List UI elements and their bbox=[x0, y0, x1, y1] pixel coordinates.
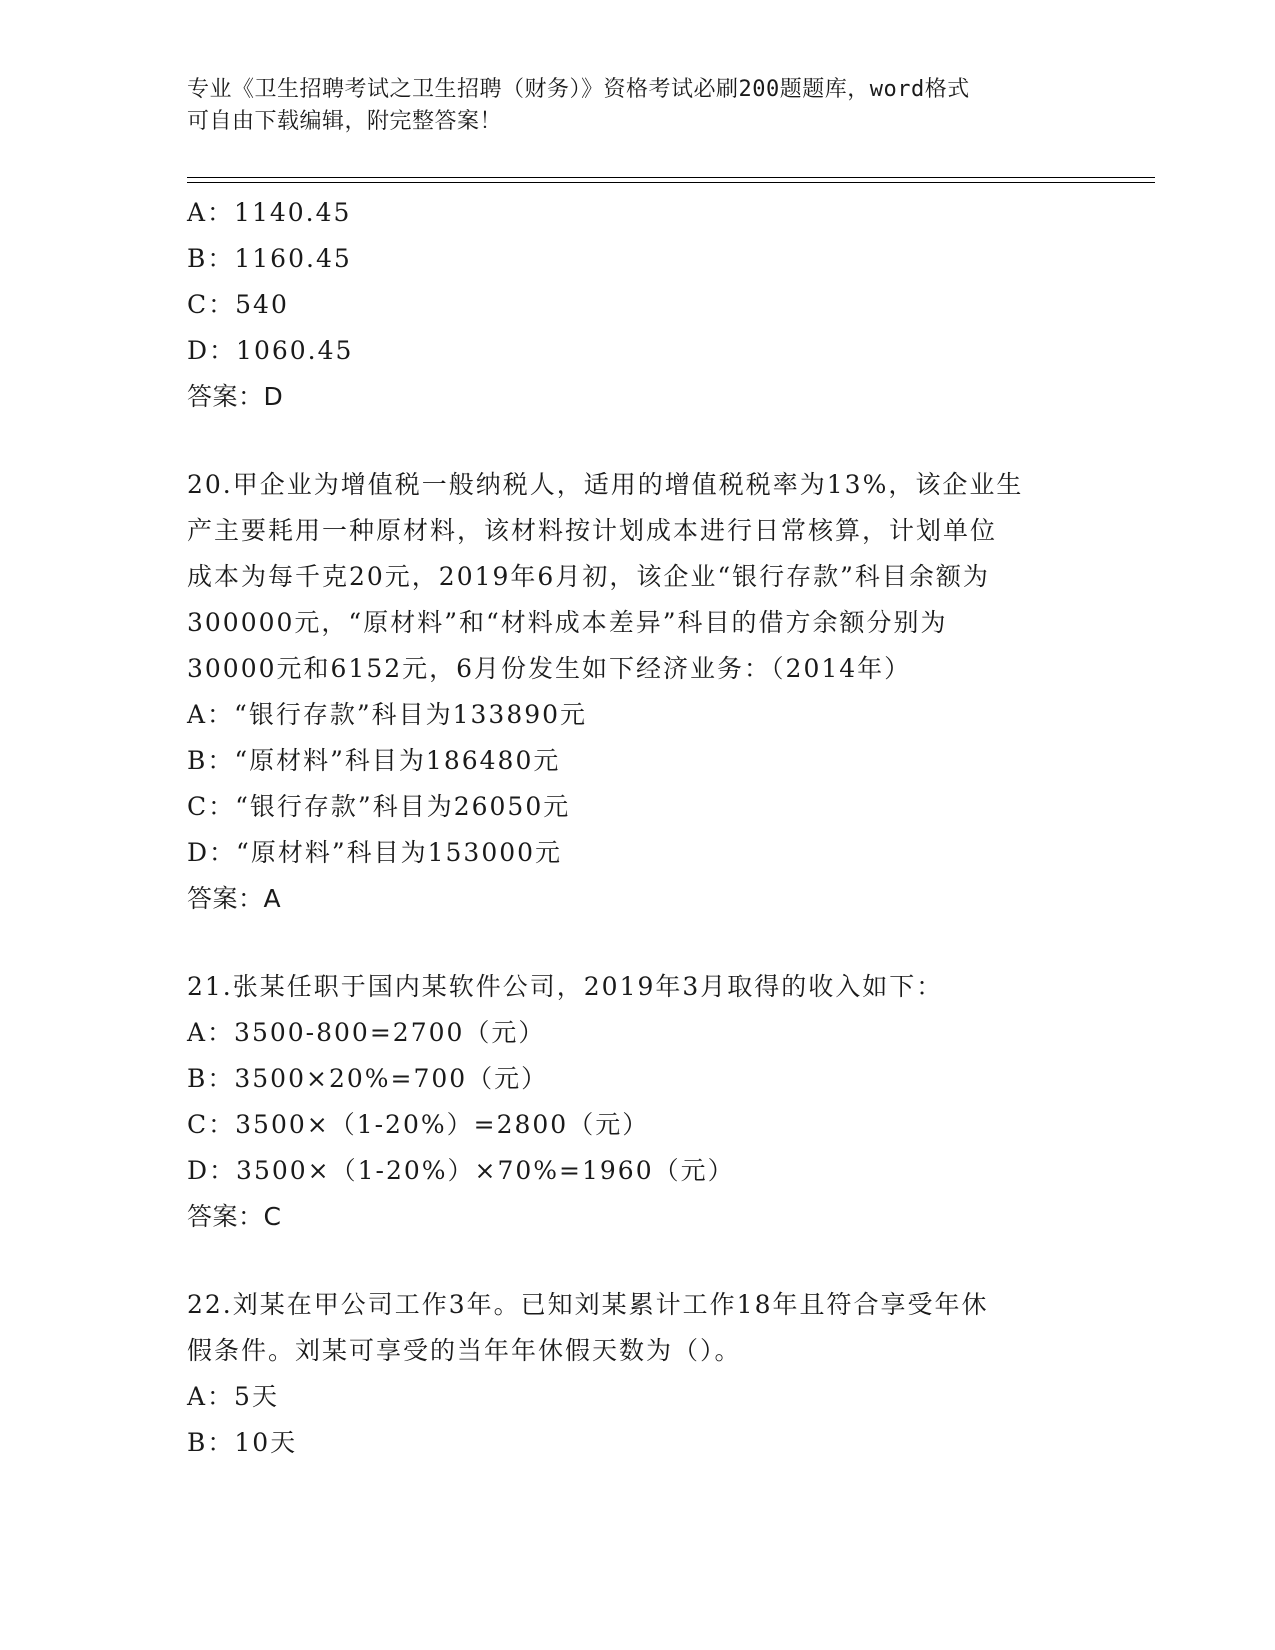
option-a: A：“银行存款”科目为133890元 bbox=[187, 700, 588, 729]
option-d: D：3500×（1-20%）×70%=1960（元） bbox=[187, 1156, 735, 1185]
question-21 bbox=[187, 964, 1087, 1240]
question-stem-line: 22.刘某在甲公司工作3年。已知刘某累计工作18年且符合享受年休 bbox=[187, 1290, 989, 1319]
option-a: A：3500-800=2700（元） bbox=[187, 1018, 546, 1047]
option-d: D：“原材料”科目为153000元 bbox=[187, 838, 563, 867]
document-header bbox=[187, 74, 1067, 138]
question-stem-line: 成本为每千克20元，2019年6月初，该企业“银行存款”科目余额为 bbox=[187, 562, 990, 591]
option-a: A：1140.45 bbox=[187, 198, 352, 227]
option-a: A：5天 bbox=[187, 1382, 279, 1411]
option-c: C：540 bbox=[187, 290, 289, 319]
question-stem-line: 300000元，“原材料”和“材料成本差异”科目的借方余额分别为 bbox=[187, 608, 948, 637]
document-body bbox=[187, 190, 1087, 1466]
header-line-1: 专业《卫生招聘考试之卫生招聘（财务）》资格考试必刷200题题库，word格式 bbox=[187, 77, 970, 102]
answer-line: 答案：C bbox=[187, 1202, 282, 1231]
option-c: C：3500×（1-20%）=2800（元） bbox=[187, 1110, 650, 1139]
header-line-2: 可自由下载编辑，附完整答案！ bbox=[187, 109, 503, 134]
option-d: D：1060.45 bbox=[187, 336, 354, 365]
question-stem-line: 假条件。刘某可享受的当年年休假天数为（）。 bbox=[187, 1336, 742, 1365]
header-rule-bottom bbox=[187, 182, 1155, 183]
option-b: B：1160.45 bbox=[187, 244, 352, 273]
header-rule-top bbox=[187, 177, 1155, 178]
spacer bbox=[187, 922, 1087, 964]
question-stem-line: 21.张某任职于国内某软件公司，2019年3月取得的收入如下： bbox=[187, 972, 944, 1001]
question-20 bbox=[187, 462, 1087, 922]
spacer bbox=[187, 420, 1087, 462]
option-b: B：3500×20%=700（元） bbox=[187, 1064, 549, 1093]
question-stem-line: 产主要耗用一种原材料，该材料按计划成本进行日常核算，计划单位 bbox=[187, 516, 998, 545]
option-c: C：“银行存款”科目为26050元 bbox=[187, 792, 571, 821]
question-stem-line: 20.甲企业为增值税一般纳税人，适用的增值税税率为13%，该企业生 bbox=[187, 470, 1024, 499]
question-stem-line: 30000元和6152元，6月份发生如下经济业务：（2014年） bbox=[187, 654, 912, 683]
answer-line: 答案：A bbox=[187, 884, 282, 913]
option-b: B：10天 bbox=[187, 1428, 298, 1457]
spacer bbox=[187, 1240, 1087, 1282]
option-b: B：“原材料”科目为186480元 bbox=[187, 746, 561, 775]
question-22 bbox=[187, 1282, 1087, 1466]
answer-line: 答案：D bbox=[187, 382, 284, 411]
question-19 bbox=[187, 190, 1087, 420]
